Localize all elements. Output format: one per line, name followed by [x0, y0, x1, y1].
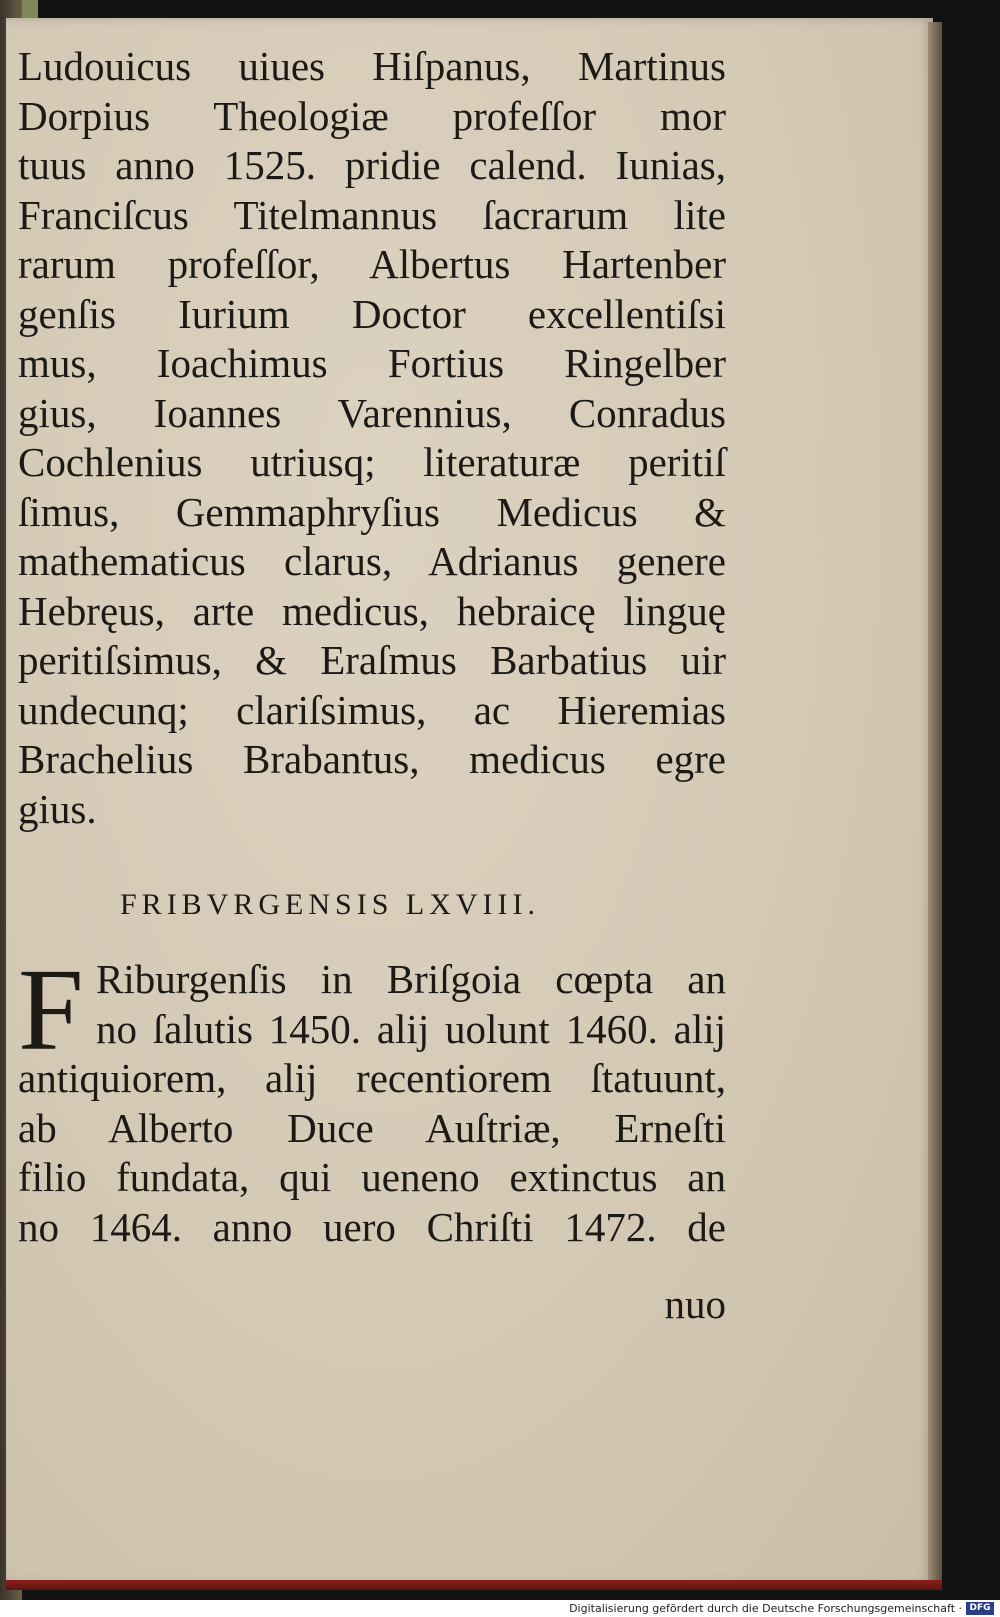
text-line: Ludouicus uiues Hiſpanus, Martinus [18, 43, 726, 89]
text-line: Hebręus, arte medicus, hebraicę linguę [18, 587, 726, 634]
digitization-footer [0, 1600, 1000, 1617]
text-line: peritiſsimus, & Eraſmus Barbatius uir [18, 637, 726, 683]
text-paragraph-2 [18, 944, 726, 1251]
text-line: genſis Iurium Doctor excellentiſsi [18, 290, 726, 337]
text-line: Brachelius Brabantus, medicus egre [18, 736, 726, 782]
text-line: Dorpius Theologiæ profeſſor mor [18, 92, 726, 139]
book-bottom-edge [6, 1580, 942, 1590]
text-line: gius, Ioannes Varennius, Conradus [18, 389, 726, 436]
text-line: Franciſcus Titelmannus ſacrarum lite [18, 191, 726, 238]
text-line: mathematicus clarus, Adrianus genere [18, 538, 726, 584]
text-line: gius. [18, 785, 97, 832]
text-line: no ſalutis 1450. alij uolunt 1460. alij [96, 1005, 726, 1052]
page-fore-edge [928, 22, 942, 1584]
funding-credit: Digitalisierung gefördert durch die Deutsche Forschungsgemeinschaft · [569, 1602, 962, 1615]
text-line: rarum profeſſor, Albertus Hartenber [18, 241, 726, 287]
text-line: tuus anno 1525. pridie calend. Iunias, [18, 142, 726, 188]
section-heading: FRIBVRGENSIS LXVIII. [120, 888, 541, 921]
text-line: filio fundata, qui ueneno extinctus an [18, 1154, 726, 1200]
text-line: mus, Ioachimus Fortius Ringelber [18, 340, 726, 386]
text-line: Riburgenſis in Briſgoia cœpta an [96, 956, 726, 1002]
text-line: ab Alberto Duce Auſtriæ, Erneſti [18, 1104, 726, 1151]
text-paragraph-1 [18, 42, 726, 834]
text-line: no 1464. anno uero Chriſti 1472. de [18, 1203, 726, 1250]
text-line: antiquiorem, alij recentiorem ſtatuunt, [18, 1055, 726, 1101]
text-line: undecunq; clariſsimus, ac Hieremias [18, 686, 726, 733]
drop-cap-initial: F [18, 944, 84, 1075]
catchword: nuo [664, 1281, 726, 1327]
dfg-logo[interactable]: DFG [966, 1602, 994, 1615]
text-line: ſimus, Gemmaphryſius Medicus & [18, 488, 726, 535]
text-line: Cochlenius utriusq; literaturæ peritiſ [18, 439, 726, 485]
